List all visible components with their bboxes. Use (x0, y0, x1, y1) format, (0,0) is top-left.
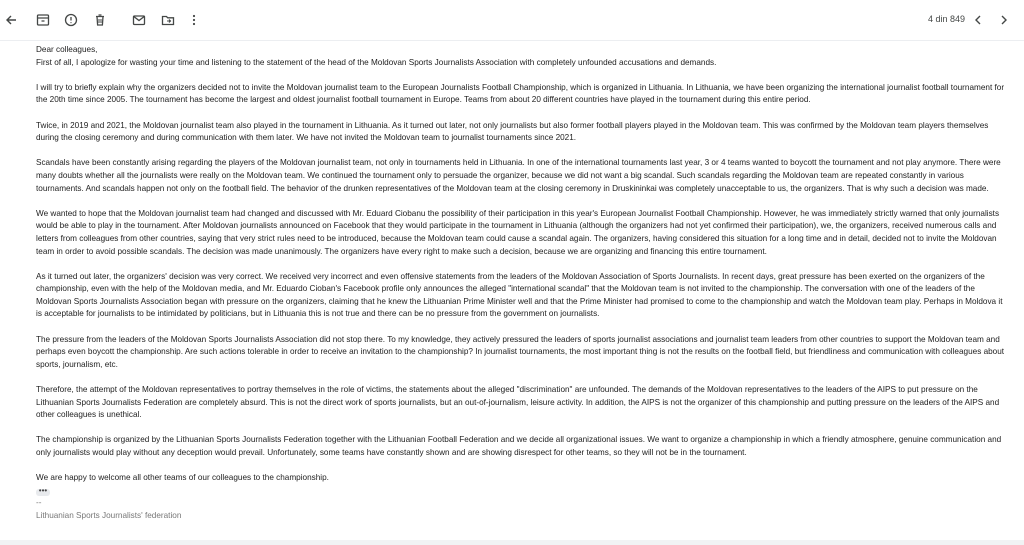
mark-unread-icon[interactable] (128, 9, 150, 31)
signature: Lithuanian Sports Journalists' federation (36, 510, 182, 520)
paragraph: The pressure from the leaders of the Moldovan Sports Journalists Association did not stop there. To my knowledge, they actively pressured the leaders of sports journalist associations and journalist team leaders from other countries to support the Moldovan team and perhaps even boycott the championship. Are such actions tolerable in order to receive an invitation to the championship? In journalist tournaments, the most important thing is not the results on the football field, but friendliness and communication with colleagues about sports, journalism, etc. (36, 334, 1005, 369)
email-body (36, 44, 1010, 523)
back-arrow-icon[interactable] (0, 9, 22, 31)
horizontal-scrollbar[interactable] (0, 540, 1024, 545)
paragraph: We wanted to hope that the Moldovan journalist team had changed and discussed with Mr. Eduard Ciobanu the possibility of their participation in this year's European Journalist Football Championship. However, he was immediately strictly warned that only journalists would be able to play in the tournament. After Moldovan journalists announced on Facebook that they would participate in the tournament in Lithuania (although the organizers had not yet confirmed their participation), we, the organizers, received numerous calls and letters from colleagues from other countries, saying that very strict rules need to be introduced, because the Moldovan team could cause a scandal again. The organizers, having considered this situation for a long time and in detail, decided not to invite the Moldovan team in order to avoid possible scandals. The decision was made unanimously. The organizers have every right to make such a decision, because we are organizing and financing this entire tournament. (36, 208, 1000, 256)
show-trimmed-content-button[interactable]: ••• (36, 489, 50, 496)
paragraph: As it turned out later, the organizers' decision was very correct. We received very incorrect and even offensive statements from the leaders of the Moldovan Association of Sports Journalists. In recent days, great pressure has been exerted on the organizers of the championship, even with the help of the Moldovan media, and Mr. Eduardo Cioban's Facebook profile only announces the alleged "international scandal" that the Moldovan team is not invited to the championship. The conversation with one of the leaders of the Moldovan Sports Journalists Association began with pressure on the organizers, claiming that he knew the Lithuanian Prime Minister well and that the Prime Minister had promised to come to the championship and watch the Moldovan team play. Perhaps in Moldova it is acceptable for journalists to be intimidated by politicians, but in Lithuania this is not true and there can be no pressure from the government on journalists. (36, 271, 1003, 319)
message-counter: 4 din 849 (927, 14, 965, 24)
delete-icon[interactable] (89, 9, 111, 31)
newer-chevron-left-icon[interactable] (967, 9, 989, 31)
paragraph: Scandals have been constantly arising regarding the players of the Moldovan journalist team, not only in tournaments held in Lithuania. In one of the international tournaments last year, 3 or 4 teams wanted to boycott the tournament and not play anymore. There were many doubts whether all the journalists were really on the Moldovan team. We continued the tournament only to persuade the organizer, because we did not want a big scandal. Such scandals regarding the Moldovan team are repeated constantly in various tournaments. And scandals happen not only on the football field. The behavior of the drunken representatives of the Moldovan team at the closing ceremony in Druskininkai was completely unacceptable to us, the organizers. That is why such a decision was made. (36, 158, 1001, 193)
more-options-icon[interactable] (183, 9, 205, 31)
report-spam-icon[interactable] (60, 9, 82, 31)
paragraph: We are happy to welcome all other teams of our colleagues to the championship. (36, 473, 329, 483)
paragraph: First of all, I apologize for wasting your time and listening to the statement of the head of the Moldovan Sports Journalists Association with completely unfounded accusations and demands. (36, 57, 717, 67)
older-chevron-right-icon[interactable] (993, 9, 1015, 31)
paragraph: The championship is organized by the Lithuanian Sports Journalists Federation together with the Lithuanian Football Federation and we decide all organizational issues. We want to organize a championship in which a friendly atmosphere, genuine communication and only journalists would play without any deception would prevail. Unfortunately, some teams have constantly shown and are showing disrespect for other teams, so they will not be in the tournament. (36, 435, 1002, 457)
signature-separator: -- (36, 498, 42, 508)
greeting: Dear colleagues, (36, 45, 98, 54)
move-to-folder-icon[interactable] (157, 9, 179, 31)
email-toolbar (0, 0, 1024, 41)
paragraph: Therefore, the attempt of the Moldovan representatives to portray themselves in the role of victims, the statements about the alleged "discrimination" are unfounded. The demands of the Moldovan representatives to the leaders of the AIPS to put pressure on the Lithuanian Sports Journalists Federation are completely absurd. This is not the direct work of sports journalists, but an out-of-journalism, leisure activity. In addition, the AIPS is not the organizer of this championship and putting pressure on the leaders of the AIPS and other colleagues is unethical. (36, 385, 1000, 420)
archive-icon[interactable] (32, 9, 54, 31)
paragraph: I will try to briefly explain why the organizers decided not to invite the Moldovan journalist team to the European Journalists Football Championship, which is organized in Lithuania. In Lithuania, we have been organizing the international journalist football tournament for the 20th time since 2005. The tournament has become the largest and oldest journalist football tournament in Europe. Teams from about 20 different countries have played in the tournament during this entire period. (36, 82, 1005, 105)
paragraph: Twice, in 2019 and 2021, the Moldovan journalist team also played in the tournament in Lithuania. As it turned out later, not only journalists but also former football players played in the Moldovan team. This was confirmed by the Moldovan team players themselves during the closing ceremony and during communication with them later. We have not invited the Moldovan team to journalist tournaments since 2021. (36, 120, 989, 143)
